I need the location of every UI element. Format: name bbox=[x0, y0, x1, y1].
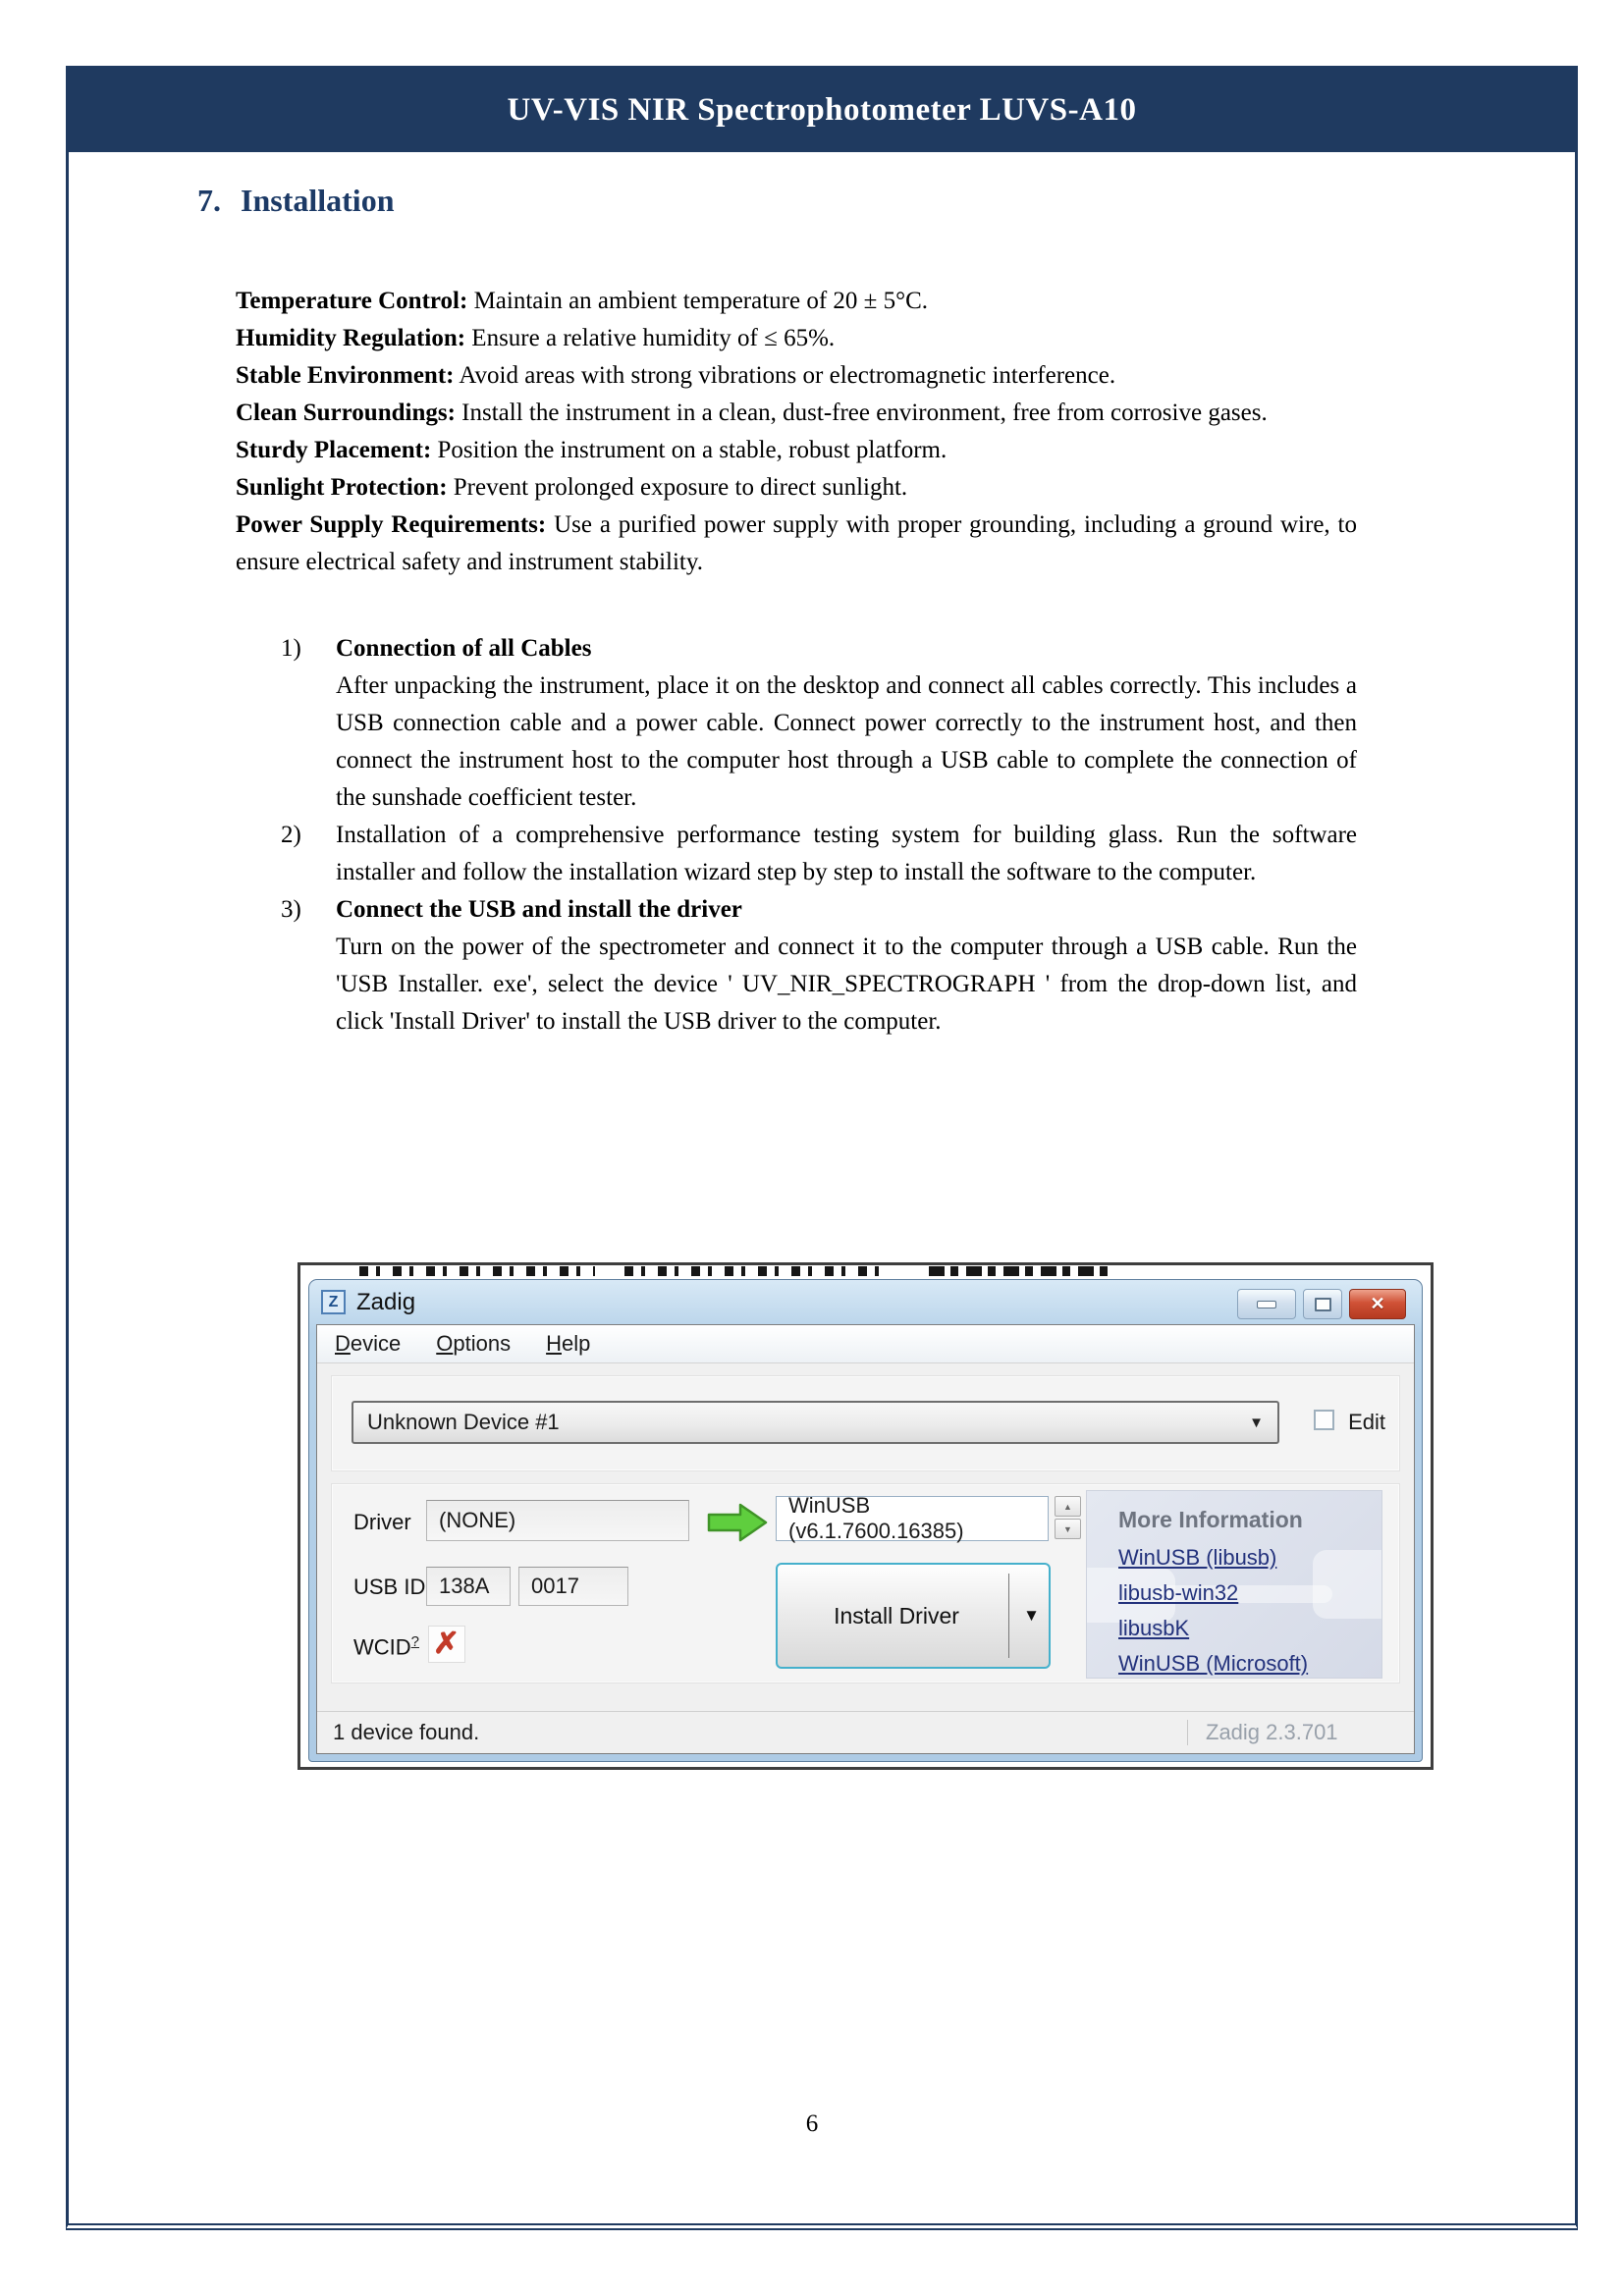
step-title: Connect the USB and install the driver bbox=[336, 896, 742, 923]
step-text: After unpacking the instrument, place it on the desktop and connect all cables correctly. This includes a USB connection cable and a power cable. Connect power correctly to the instrument host, and then connect the instrument host to the computer host through a USB cable to complete the connection of the sunshade coefficient tester. bbox=[336, 672, 1357, 811]
step-title: Connection of all Cables bbox=[336, 635, 592, 662]
cropped-text-artifact bbox=[359, 1266, 595, 1276]
more-information-panel bbox=[1086, 1490, 1382, 1679]
driver-label: Driver bbox=[353, 1510, 411, 1534]
step-text: Installation of a comprehensive performance testing system for building glass. Run the software installer and follow the installation wizard step by step to install the software to the computer. bbox=[336, 822, 1357, 885]
zadig-version: Zadig 2.3.701 bbox=[1187, 1720, 1398, 1745]
spec-paragraph: Humidity Regulation: Ensure a relative humidity of ≤ 65%. bbox=[236, 325, 836, 351]
minimize-icon bbox=[1257, 1301, 1276, 1308]
link-libusb-win32[interactable]: libusb-win32 bbox=[1118, 1580, 1239, 1605]
wcid-label bbox=[353, 1633, 419, 1660]
close-button[interactable] bbox=[1349, 1289, 1406, 1319]
wcid-status-box bbox=[428, 1626, 465, 1663]
spinner-down-button[interactable]: ▼ bbox=[1055, 1519, 1081, 1539]
menu-help[interactable]: Help bbox=[546, 1331, 591, 1356]
spec-paragraph: Power Supply Requirements: Use a purified power supply with proper grounding, including a ground wire, to ensure electrical safety and instrument stability. bbox=[236, 511, 1357, 575]
spec-paragraph: Clean Surroundings: Install the instrument in a clean, dust-free environment, free from corrosive gases. bbox=[236, 400, 1268, 426]
step-body bbox=[336, 630, 1357, 817]
chevron-down-icon: ▼ bbox=[1249, 1414, 1264, 1431]
target-driver-spinner bbox=[1055, 1496, 1081, 1539]
target-driver-value: WinUSB (v6.1.7600.16385) bbox=[788, 1493, 964, 1543]
split-button-caret-icon[interactable]: ▼ bbox=[1023, 1606, 1040, 1625]
target-driver-field[interactable] bbox=[776, 1493, 1049, 1543]
minimize-button[interactable] bbox=[1237, 1289, 1296, 1319]
edit-checkbox[interactable] bbox=[1314, 1410, 1334, 1430]
install-step bbox=[236, 817, 1357, 891]
spinner-up-button[interactable]: ▲ bbox=[1055, 1496, 1081, 1517]
maximize-icon bbox=[1315, 1298, 1331, 1311]
green-arrow-icon bbox=[707, 1502, 770, 1543]
spec-paragraph: Stable Environment: Avoid areas with strong vibrations or electromagnetic interference. bbox=[236, 362, 1116, 389]
zadig-window bbox=[308, 1279, 1423, 1762]
window-buttons bbox=[1237, 1289, 1406, 1319]
step-number: 1) bbox=[281, 635, 301, 662]
device-group bbox=[331, 1375, 1400, 1471]
current-driver-field bbox=[426, 1500, 689, 1541]
zadig-menubar bbox=[317, 1325, 1414, 1363]
driver-group bbox=[331, 1483, 1400, 1683]
step-body bbox=[336, 817, 1357, 891]
usb-vid-field bbox=[426, 1567, 511, 1606]
device-dropdown[interactable] bbox=[352, 1401, 1279, 1444]
spec-paragraph: Sunlight Protection: Prevent prolonged exposure to direct sunlight. bbox=[236, 474, 908, 501]
spec-paragraph: Sturdy Placement: Position the instrument on a stable, robust platform. bbox=[236, 437, 947, 463]
zadig-statusbar bbox=[317, 1711, 1414, 1753]
zadig-screenshot bbox=[298, 1262, 1434, 1770]
install-driver-button[interactable] bbox=[776, 1563, 1051, 1669]
current-driver-value: (NONE) bbox=[439, 1508, 516, 1532]
zadig-client-area bbox=[317, 1363, 1414, 1711]
wcid-help-link[interactable]: ? bbox=[410, 1633, 419, 1650]
section-heading bbox=[197, 183, 394, 219]
usb-watermark bbox=[1313, 1550, 1382, 1619]
link-winusb-libusb[interactable]: WinUSB (libusb) bbox=[1118, 1545, 1277, 1570]
more-information-title: More Information bbox=[1118, 1507, 1303, 1532]
usb-pid-field bbox=[518, 1567, 628, 1606]
close-icon: ✕ bbox=[1370, 1294, 1385, 1313]
page-number: 6 bbox=[805, 2110, 819, 2137]
install-steps bbox=[236, 630, 1357, 1041]
spec-paragraph: Temperature Control: Maintain an ambient temperature of 20 ± 5°C. bbox=[236, 288, 929, 314]
page-header-band bbox=[69, 69, 1575, 152]
page-frame bbox=[66, 66, 1578, 2230]
split-button-divider bbox=[1008, 1574, 1009, 1658]
menu-device[interactable]: Device bbox=[335, 1331, 402, 1356]
cropped-text-artifact bbox=[929, 1266, 1115, 1276]
install-driver-label: Install Driver bbox=[834, 1602, 959, 1629]
step-text: Turn on the power of the spectrometer and connect it to the computer through a USB cable. Run the 'USB Installer. exe', select the device ' UV_NIR_SPECTROGRAPH ' from the drop-down list, and click 'Install Driver' to install the USB driver to the computer. bbox=[336, 934, 1357, 1035]
red-x-icon: ✗ bbox=[433, 1628, 460, 1660]
step-number: 2) bbox=[281, 822, 301, 848]
section-title: Installation bbox=[241, 183, 395, 218]
usb-pid-value: 0017 bbox=[531, 1574, 579, 1598]
maximize-button[interactable] bbox=[1303, 1289, 1342, 1319]
usb-id-label: USB ID bbox=[353, 1575, 426, 1599]
device-dropdown-value: Unknown Device #1 bbox=[367, 1410, 560, 1434]
link-libusbk[interactable]: libusbK bbox=[1118, 1616, 1190, 1640]
spec-paragraphs bbox=[236, 283, 1357, 581]
section-number: 7. bbox=[197, 183, 221, 218]
cropped-text-artifact bbox=[624, 1266, 880, 1276]
step-body bbox=[336, 891, 1357, 1041]
zadig-window-body bbox=[316, 1324, 1415, 1754]
step-number: 3) bbox=[281, 896, 301, 923]
zadig-window-title: Zadig bbox=[356, 1288, 416, 1315]
page-title: UV-VIS NIR Spectrophotometer LUVS-A10 bbox=[507, 92, 1137, 128]
zadig-app-icon: Z bbox=[321, 1290, 346, 1314]
install-step bbox=[236, 630, 1357, 817]
edit-checkbox-label: Edit bbox=[1348, 1410, 1385, 1434]
zadig-titlebar bbox=[309, 1280, 1422, 1324]
body-text bbox=[236, 283, 1357, 1041]
menu-options[interactable]: Options bbox=[436, 1331, 512, 1356]
install-step bbox=[236, 891, 1357, 1041]
link-winusb-microsoft[interactable]: WinUSB (Microsoft) bbox=[1118, 1651, 1309, 1676]
status-message: 1 device found. bbox=[333, 1720, 480, 1744]
wcid-label-text: WCID bbox=[353, 1634, 411, 1660]
usb-vid-value: 138A bbox=[439, 1574, 490, 1598]
